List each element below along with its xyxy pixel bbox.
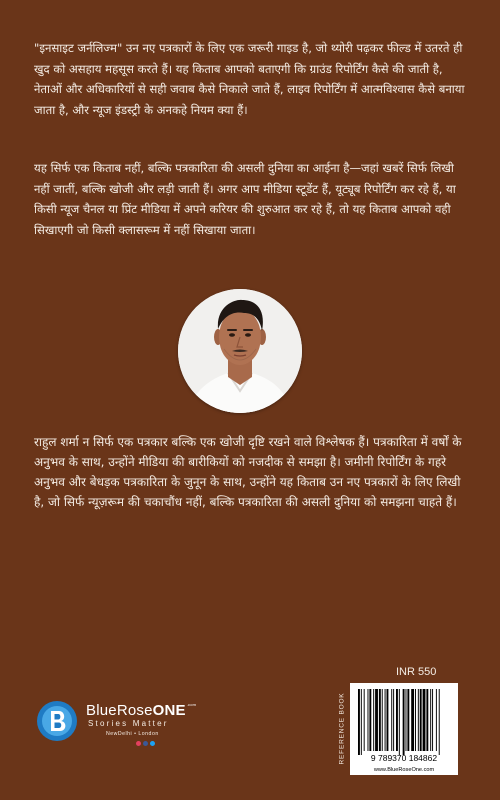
isbn-barcode xyxy=(350,683,458,775)
barcode-bar xyxy=(364,689,365,751)
publisher-cities: NewDelhi • London xyxy=(106,731,159,737)
isbn-number: 9 789370 184862 xyxy=(370,753,438,763)
barcode-bar xyxy=(423,689,426,751)
category-label-text: REFERENCE BOOK xyxy=(338,692,346,764)
barcode-bar xyxy=(426,689,428,751)
barcode-bar xyxy=(369,689,371,751)
publisher-name-suffix: .com xyxy=(186,702,197,707)
barcode-bar xyxy=(418,689,419,751)
barcode-bar xyxy=(430,689,431,751)
barcode-bar xyxy=(387,689,389,751)
barcode-bar xyxy=(411,689,414,751)
barcode-bar xyxy=(406,689,407,751)
blue-circle-b-logo-icon xyxy=(36,700,78,742)
barcode-bar xyxy=(393,689,394,751)
barcode-bar xyxy=(375,689,378,751)
facebook-icon xyxy=(143,741,148,746)
publisher-name-part2: ONE xyxy=(152,702,186,719)
price-label: INR 550 xyxy=(396,666,437,678)
barcode-bar xyxy=(432,689,433,751)
description-paragraph-2: यह सिर्फ एक किताब नहीं, बल्कि पत्रकारिता की असली दुनिया का आईना है—जहां खबरें सिर्फ लिखी नहीं जातीं, बल्कि खोजी और लड़ी जाती हैं। अगर आप मीडिया स्टूडेंट हैं, यूट्यूब रिपोर्टिंग कर रहे हैं, या किसी न्यूज चैनल या प्रिंट मीडिया में अपने करियर की शुरुआत कर रहे हैं, तो यह किताब आपको वही सिखाएगी जो किसी क्लासरूम में नहीं सिखाया जाता। xyxy=(34,161,456,237)
barcode-bar xyxy=(403,689,405,755)
barcode-bar xyxy=(415,689,416,751)
barcode-bar xyxy=(379,689,381,751)
barcode-bar xyxy=(368,689,369,751)
social-icons xyxy=(136,741,155,746)
barcode-bar xyxy=(439,689,440,755)
barcode-bar xyxy=(385,689,386,751)
barcode-bar xyxy=(396,689,398,751)
instagram-icon xyxy=(136,741,141,746)
author-bio: राहुल शर्मा न सिर्फ एक पत्रकार बल्कि एक खोजी दृष्टि रखने वाले विश्लेषक हैं। पत्रकारिता में वर्षों के अनुभव के साथ, उन्होंने मीडिया की बारीकियों को नजदीक से समझा है। जमीनी रिपोर्टिंग के गहरे अनुभव और बेधड़क पत्रकारिता के जुनून के साथ, उन्होंने यह किताब उन नए पत्रकारों के लिए लिखी है, जो सिर्फ न्यूज़रूम की चकाचौंध नहीं, बल्कि पत्रकारिता की असली दुनिया को समझना चाहते हैं। xyxy=(34,435,462,509)
twitter-icon xyxy=(150,741,155,746)
publisher-name xyxy=(86,702,196,719)
publisher-website: www.BlueRoseOne.com xyxy=(373,767,435,773)
category-label xyxy=(335,678,349,778)
barcode-bar xyxy=(420,689,422,751)
publisher-tagline: Stories Matter xyxy=(88,719,169,728)
barcode-bar xyxy=(382,689,383,751)
barcode-bar xyxy=(361,689,362,755)
barcode-bar xyxy=(391,689,392,751)
barcode-bar xyxy=(407,689,409,751)
barcode-bar xyxy=(373,689,374,751)
author-photo xyxy=(178,289,302,413)
barcode-bar xyxy=(436,689,437,751)
publisher-name-part1: BlueRose xyxy=(86,702,153,719)
barcode-graphic xyxy=(350,683,458,775)
barcode-bar xyxy=(358,689,360,755)
description-paragraph-1: "इनसाइट जर्नलिज्म" उन नए पत्रकारों के लिए एक जरूरी गाइड है, जो थ्योरी पढ़कर फील्ड में उतरते ही खुद को असहाय महसूस करते हैं। यह किताब आपको बताएगी कि ग्राउंड रिपोर्टिंग कैसे की जाती है, नेताओं और अधिकारियों से सही जवाब कैसे निकाले जाते हैं, लाइव रिपोर्टिंग में आत्मविश्वास कैसे बनाया जाता है, और न्यूज इंडस्ट्री के अनकहे नियम क्या हैं। xyxy=(34,41,465,117)
barcode-bar xyxy=(399,689,400,755)
